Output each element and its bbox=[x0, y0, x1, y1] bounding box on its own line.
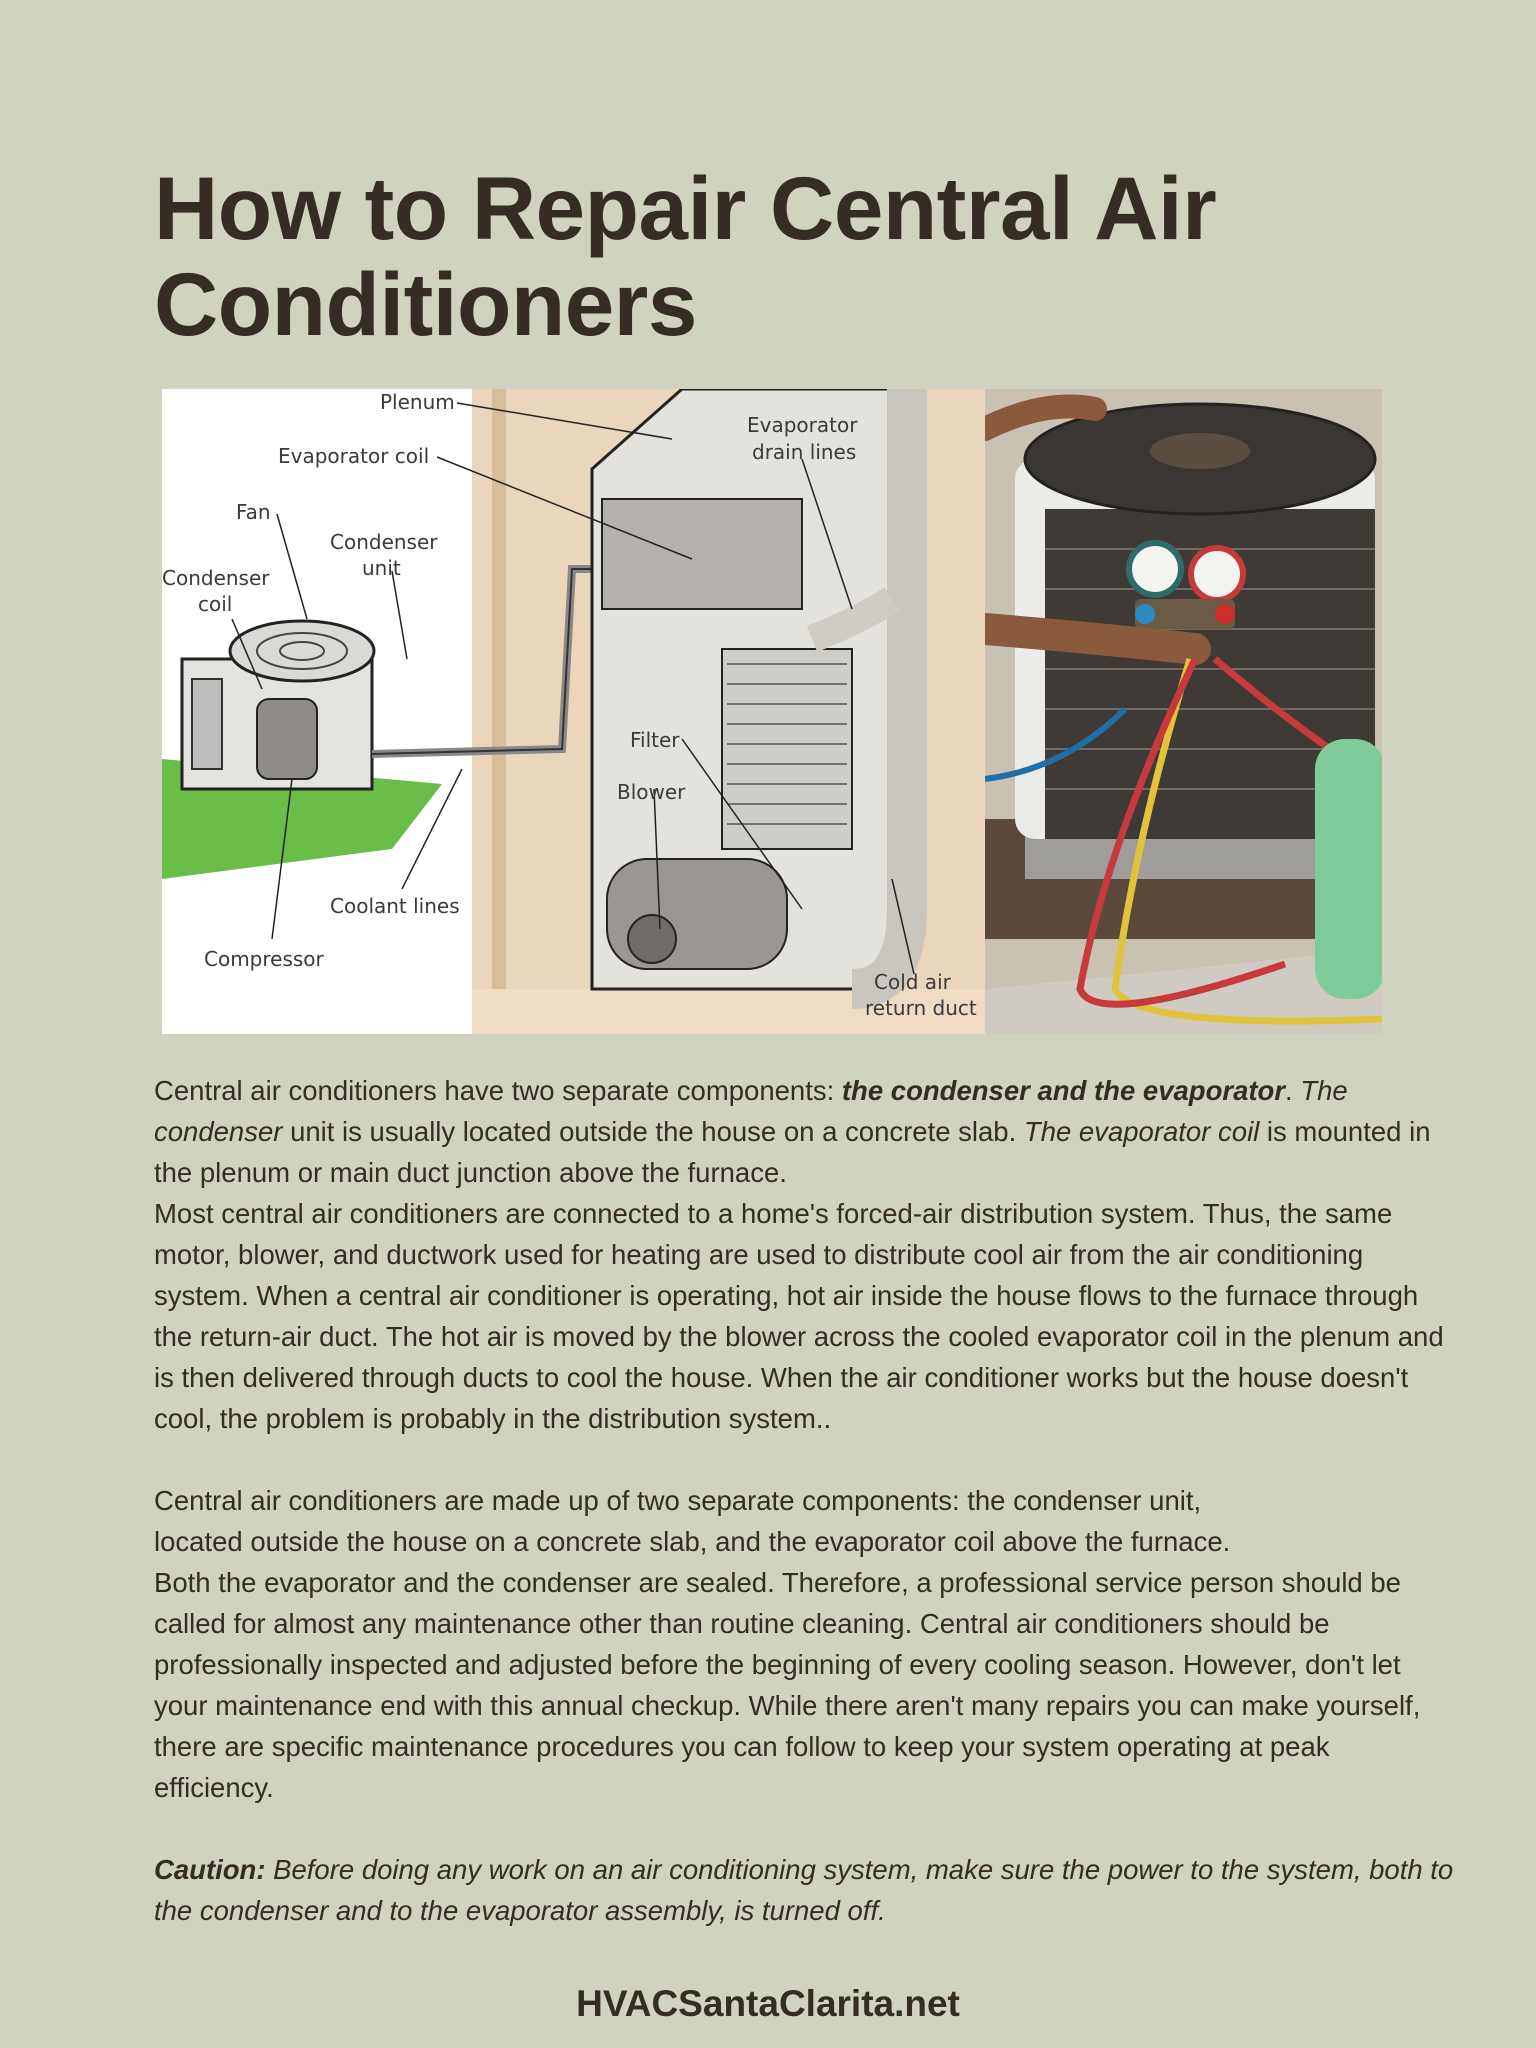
ac-cutaway-diagram bbox=[162, 389, 985, 1034]
label-evaporator-drain: Evaporator bbox=[747, 413, 858, 437]
label-blower: Blower bbox=[617, 780, 686, 804]
emphasis-components: the condenser and the evaporator bbox=[841, 1075, 1286, 1106]
label-compressor: Compressor bbox=[204, 947, 324, 971]
intro-text: Central air conditioners have two separate components: bbox=[154, 1075, 842, 1106]
article-body bbox=[154, 1070, 1454, 1931]
emphasis-condenser: The condenser bbox=[154, 1075, 1348, 1147]
label-cold-air: Cold air bbox=[874, 970, 951, 994]
label-fan: Fan bbox=[236, 500, 271, 524]
components-line-2: located outside the house on a concrete slab, and the evaporator coil above the furnace. bbox=[154, 1526, 1231, 1557]
label-coolant-lines: Coolant lines bbox=[330, 894, 460, 918]
label-evaporator-drain-2: drain lines bbox=[752, 440, 857, 464]
hero-figure bbox=[162, 389, 1382, 1034]
label-evaporator-coil: Evaporator coil bbox=[278, 444, 430, 468]
label-cold-air-2: return duct bbox=[865, 996, 977, 1020]
label-condenser-coil-2: coil bbox=[198, 592, 233, 616]
emphasis-evaporator-coil: The evaporator coil bbox=[1023, 1116, 1260, 1147]
caution-label: Caution: bbox=[154, 1854, 266, 1885]
label-condenser-unit-2: unit bbox=[362, 556, 401, 580]
caution-note bbox=[154, 1849, 1454, 1931]
paragraph-intro bbox=[154, 1070, 1454, 1193]
paragraph-distribution: Most central air conditioners are connected to a home's forced-air distribution system. Thus, the same motor, blower, and ductwork used for heating are used to distribute cool air from the air conditioning system. When a central air conditioner is operating, hot air inside the house flows to the furnace through the return-air duct. The hot air is moved by the blower across the cooled evaporator coil in the plenum and is then delivered through ducts to cool the house. When the air conditioner works but the house doesn't cool, the problem is probably in the distribution system.. bbox=[154, 1198, 1444, 1434]
paragraph-maintenance: Both the evaporator and the condenser are sealed. Therefore, a professional service person should be called for almost any maintenance other than routine cleaning. Central air conditioners should be professionally inspected and adjusted before the beginning of every cooling season. However, don't let your maintenance end with this annual checkup. While there aren't many repairs you can make yourself, there are specific maintenance procedures you can follow to keep your system operating at peak efficiency. bbox=[154, 1567, 1421, 1803]
components-line-1: Central air conditioners are made up of two separate components: the condenser unit, bbox=[154, 1485, 1202, 1516]
paragraph-components bbox=[154, 1480, 1454, 1562]
page-title: How to Repair Central Air Conditioners bbox=[154, 158, 1217, 354]
caution-text: Before doing any work on an air conditioning system, make sure the power to the system, both to the condenser and to the evaporator assembly, is turned off. bbox=[154, 1854, 1454, 1926]
label-plenum: Plenum bbox=[380, 390, 455, 414]
intro-text-3: unit is usually located outside the house on a concrete slab. bbox=[282, 1116, 1024, 1147]
intro-text-4: is mounted in the plenum or main duct junction above the furnace. bbox=[154, 1116, 1431, 1188]
label-filter: Filter bbox=[630, 728, 680, 752]
technician-photo bbox=[985, 389, 1382, 1034]
intro-text-2: . bbox=[1285, 1075, 1301, 1106]
label-condenser-unit: Condenser bbox=[330, 530, 438, 554]
footer-site-name: HVACSantaClarita.net bbox=[576, 1983, 960, 2024]
label-condenser-coil: Condenser bbox=[162, 566, 270, 590]
